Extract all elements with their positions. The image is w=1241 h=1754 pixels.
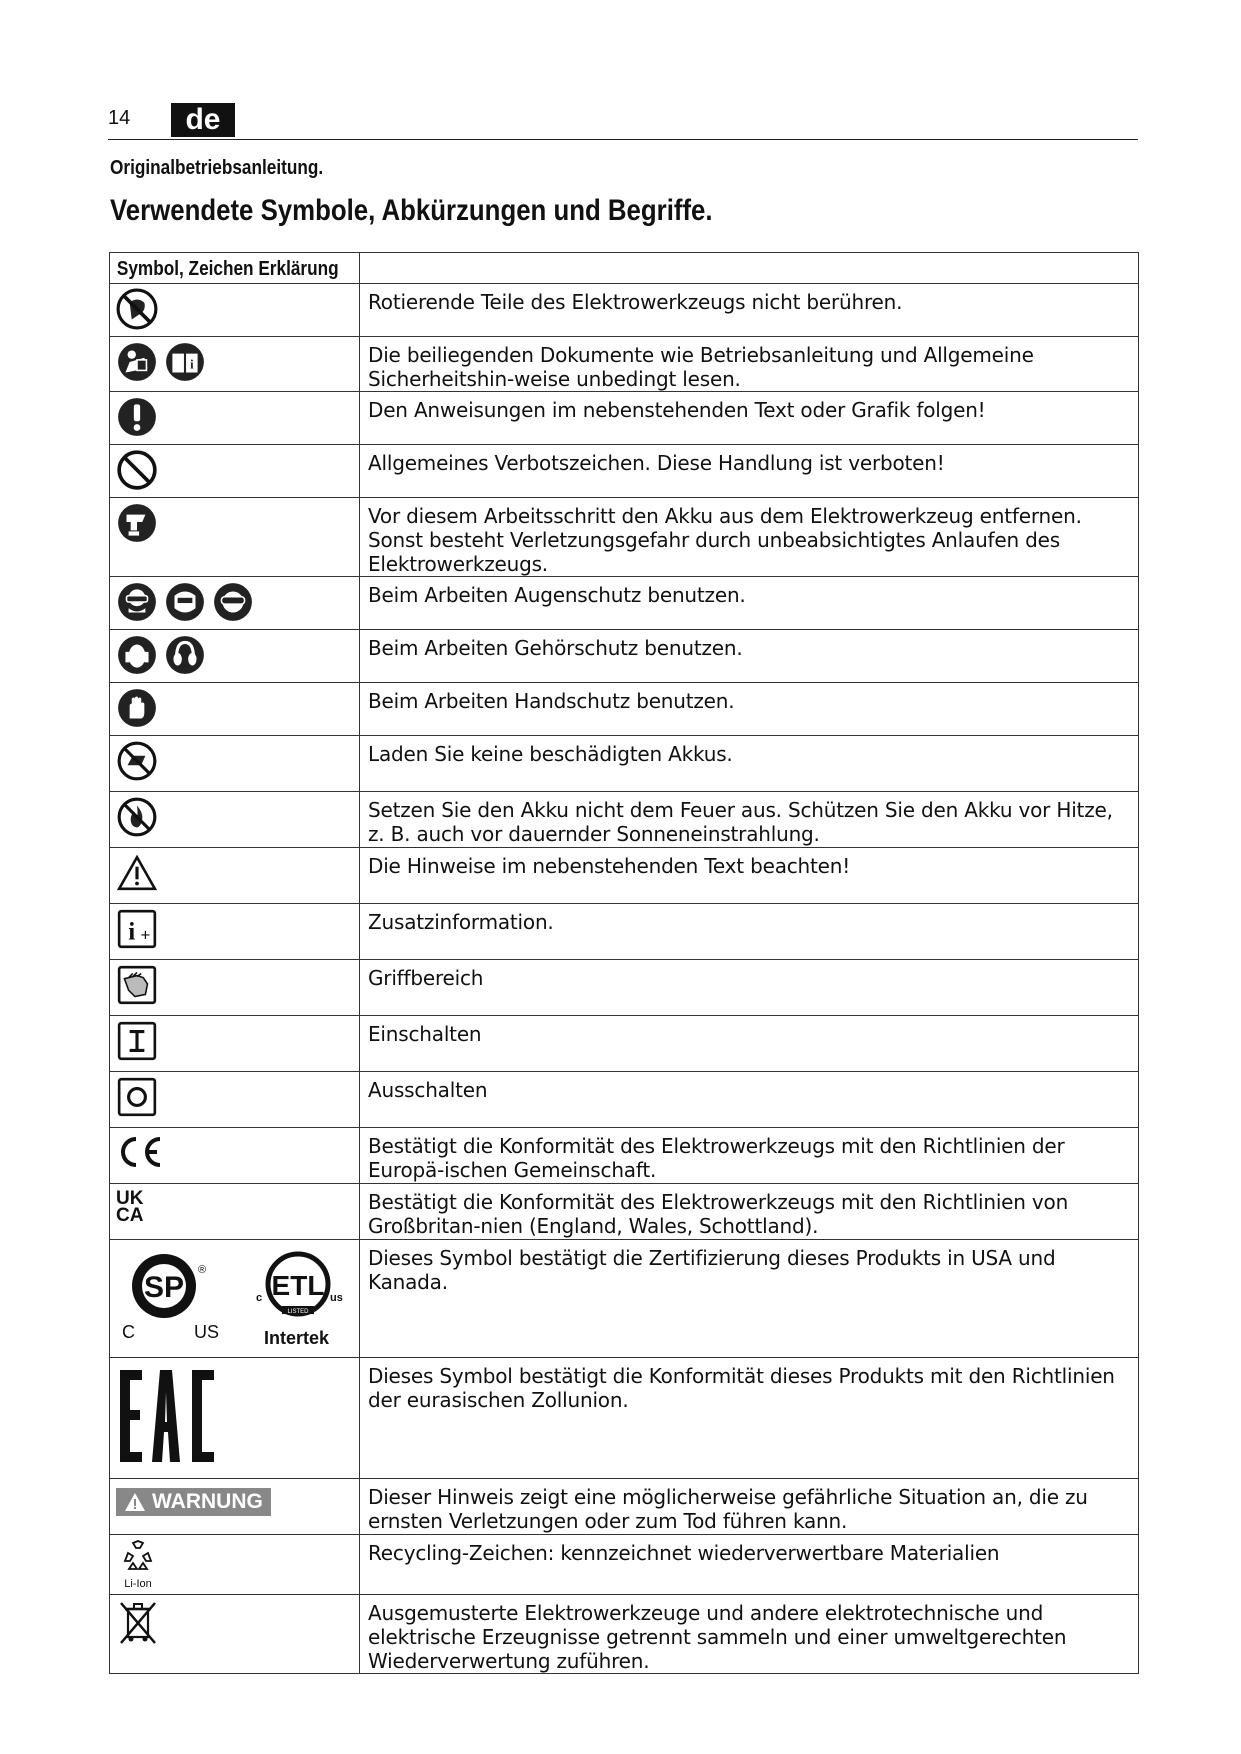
symbol-cell — [110, 630, 360, 683]
table-header-cell — [110, 253, 360, 284]
safety-goggles-icon — [212, 581, 254, 623]
symbol-cell — [110, 1016, 360, 1072]
svg-text:LISTED: LISTED — [287, 1309, 309, 1315]
ukca-mark-icon — [116, 1190, 143, 1224]
mandatory-exclamation-icon — [116, 396, 158, 438]
table-row — [110, 1184, 1139, 1240]
recycling-li-ion-icon — [116, 1539, 160, 1590]
symbol-cell — [110, 960, 360, 1016]
language-badge: de — [171, 103, 235, 137]
table-row — [110, 1128, 1139, 1184]
warning-badge — [116, 1488, 271, 1516]
svg-text:i: i — [128, 918, 136, 946]
switch-on-icon — [116, 1020, 158, 1062]
prohibition-icon — [116, 449, 158, 491]
description-cell: Zusatzinformation. — [360, 904, 1139, 960]
eye-protection-icon — [116, 581, 158, 623]
no-touch-rotating-parts-icon — [116, 288, 158, 330]
table-row — [110, 337, 1139, 392]
table-row — [110, 1072, 1139, 1128]
svg-text:+: + — [140, 925, 151, 945]
symbol-cell — [110, 1535, 360, 1595]
description-cell: Beim Arbeiten Handschutz benutzen. — [360, 683, 1139, 736]
symbol-cell — [110, 1479, 360, 1535]
description-cell: Rotierende Teile des Elektrowerkzeugs nicht berühren. — [360, 284, 1139, 337]
description-cell: Einschalten — [360, 1016, 1139, 1072]
ear-protection-icon — [116, 634, 158, 676]
symbol-cell — [110, 1184, 360, 1240]
table-row — [110, 1535, 1139, 1595]
description-cell: Dieses Symbol bestätigt die Konformität dieses Produkts mit den Richtlinien der eurasischen Zollunion. — [360, 1358, 1139, 1479]
registered-mark: ® — [198, 1264, 207, 1276]
symbol-cell — [110, 337, 360, 392]
etl-intertek-icon — [248, 1250, 348, 1350]
eac-mark-icon — [116, 1362, 228, 1470]
table-row — [110, 904, 1139, 960]
table-row — [110, 960, 1139, 1016]
table-row — [110, 392, 1139, 445]
symbol-cell — [110, 445, 360, 498]
table-row — [110, 284, 1139, 337]
symbols-table — [109, 252, 1139, 1674]
description-cell: Beim Arbeiten Augenschutz benutzen. — [360, 577, 1139, 630]
switch-off-icon — [116, 1076, 158, 1118]
table-header-empty — [360, 253, 1139, 284]
symbol-cell — [110, 1595, 360, 1674]
description-cell: Dieses Symbol bestätigt die Zertifizierung dieses Produkts in USA und Kanada. — [360, 1240, 1139, 1358]
ukca-uk-text: UK — [116, 1188, 144, 1209]
symbol-cell — [110, 1358, 360, 1479]
description-cell: Recycling-Zeichen: kennzeichnet wiederverwertbare Materialien — [360, 1535, 1139, 1595]
description-cell: Die beiliegenden Dokumente wie Betriebsanleitung und Allgemeine Sicherheitshin-weise unbedingt lesen. — [360, 337, 1139, 392]
svg-text:i: i — [190, 357, 194, 372]
description-cell: Beim Arbeiten Gehörschutz benutzen. — [360, 630, 1139, 683]
table-row — [110, 1595, 1139, 1674]
symbol-cell — [110, 284, 360, 337]
table-row — [110, 1016, 1139, 1072]
table-row — [110, 577, 1139, 630]
grip-area-icon — [116, 964, 158, 1006]
info-plus-icon — [116, 908, 158, 950]
description-cell: Allgemeines Verbotszeichen. Diese Handlung ist verboten! — [360, 445, 1139, 498]
description-cell: Ausschalten — [360, 1072, 1139, 1128]
table-row — [110, 683, 1139, 736]
ukca-ca-text: CA — [116, 1205, 144, 1226]
symbol-cell — [110, 1240, 360, 1358]
table-header: Symbol, Zeichen Erklärung — [116, 258, 339, 280]
table-row — [110, 1479, 1139, 1535]
symbol-cell — [110, 498, 360, 577]
description-cell: Setzen Sie den Akku nicht dem Feuer aus. Schützen Sie den Akku vor Hitze, z. B. auch vor dauernder Sonneneinstrahlung. — [360, 792, 1139, 848]
table-row — [110, 445, 1139, 498]
table-row — [110, 792, 1139, 848]
page-header — [108, 103, 1138, 140]
li-ion-label: Li-Ion — [124, 1578, 152, 1590]
no-fire-battery-icon — [116, 796, 158, 838]
manual-book-icon — [164, 341, 206, 383]
page-number: 14 — [108, 107, 131, 129]
etl-c-label: c — [256, 1292, 263, 1304]
page-title: Verwendete Symbole, Abkürzungen und Begriffe. — [110, 194, 713, 227]
warning-triangle-icon — [116, 852, 158, 894]
read-instructions-icon — [116, 341, 158, 383]
csa-us-label: US — [194, 1322, 220, 1342]
description-cell: Dieser Hinweis zeigt eine möglicherweise gefährliche Situation an, die zu ernsten Verletzungen oder zum Tod führen kann. — [360, 1479, 1139, 1535]
symbol-cell — [110, 1128, 360, 1184]
description-cell: Bestätigt die Konformität des Elektrowerkzeugs mit den Richtlinien von Großbritan-nien (England, Wales, Schottland). — [360, 1184, 1139, 1240]
symbol-cell — [110, 736, 360, 792]
description-cell: Laden Sie keine beschädigten Akkus. — [360, 736, 1139, 792]
table-row — [110, 630, 1139, 683]
symbol-cell — [110, 792, 360, 848]
description-cell: Griffbereich — [360, 960, 1139, 1016]
description-cell: Bestätigt die Konformität des Elektrowerkzeugs mit den Richtlinien der Europä-ischen Gemeinschaft. — [360, 1128, 1139, 1184]
no-damaged-battery-icon — [116, 740, 158, 782]
description-cell: Den Anweisungen im nebenstehenden Text oder Grafik folgen! — [360, 392, 1139, 445]
symbol-cell — [110, 848, 360, 904]
table-header-row — [110, 253, 1139, 284]
remove-battery-icon — [116, 502, 158, 544]
etl-us-label: us — [330, 1292, 343, 1304]
svg-text:ETL: ETL — [271, 1270, 325, 1301]
hand-protection-icon — [116, 687, 158, 729]
warning-badge-label: WARNUNG — [152, 1490, 263, 1513]
weee-crossed-bin-icon — [116, 1599, 160, 1645]
ear-muffs-icon — [164, 634, 206, 676]
description-cell: Vor diesem Arbeitsschritt den Akku aus dem Elektrowerkzeug entfernen. Sonst besteht Verletzungsgefahr durch unbeabsichtigtes Anlaufen des Elektrowerkzeugs. — [360, 498, 1139, 577]
warning-triangle-small-icon — [124, 1492, 146, 1512]
table-row — [110, 498, 1139, 577]
csa-c-label: C — [122, 1322, 135, 1342]
table-row — [110, 1240, 1139, 1358]
face-shield-icon — [164, 581, 206, 623]
document-subtitle: Originalbetriebsanleitung. — [110, 157, 324, 179]
symbol-cell — [110, 577, 360, 630]
description-cell: Die Hinweise im nebenstehenden Text beachten! — [360, 848, 1139, 904]
ce-mark-icon — [116, 1132, 166, 1172]
symbol-cell — [110, 904, 360, 960]
symbol-cell — [110, 1072, 360, 1128]
description-cell: Ausgemusterte Elektrowerkzeuge und andere elektrotechnische und elektrische Erzeugnisse getrennt sammeln und einer umweltgerechten Wiederverwertung zuführen. — [360, 1595, 1139, 1674]
symbol-cell — [110, 392, 360, 445]
csa-mark-icon — [116, 1250, 220, 1342]
svg-text:SP: SP — [143, 1271, 185, 1304]
table-row — [110, 1358, 1139, 1479]
intertek-label: Intertek — [264, 1328, 330, 1348]
table-row — [110, 736, 1139, 792]
symbol-cell — [110, 683, 360, 736]
table-row — [110, 848, 1139, 904]
